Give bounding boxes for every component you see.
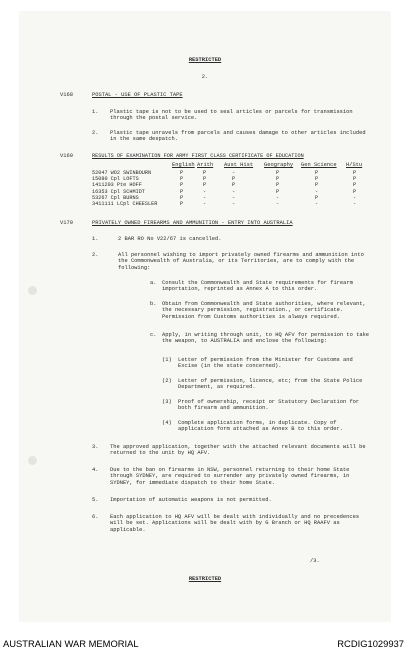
v170-p2-num: 2. — [92, 252, 99, 258]
v168-p2-num: 2. — [92, 130, 99, 136]
sub-4: Complete application forms, in duplicate. Copy of application form attached as Annex B to this order. — [178, 420, 343, 433]
v170-p1: 2 BAR RO No V22/67 is cancelled. — [118, 236, 222, 242]
item-b-label: b. — [150, 301, 157, 307]
table-cell: - — [276, 201, 280, 207]
table-cell: P — [353, 182, 357, 189]
v170-p4-num: 4. — [92, 467, 99, 473]
table-row-name: 3411111 LCpl CHEESLER — [92, 201, 158, 207]
v170-p1-num: 1. — [92, 236, 99, 242]
table-cell: P — [232, 182, 236, 189]
table-cell: - — [203, 194, 207, 201]
table-cell: P — [353, 170, 357, 176]
document-page — [20, 12, 390, 622]
col-header: English — [172, 162, 195, 168]
table-cell: - — [353, 194, 357, 201]
v168-p1: Plastic tape is not to be used to seal articles or parcels for transmission through the postal service. — [110, 109, 353, 122]
item-a: Consult the Commonwealth and State requirements for firearm importation, reprinted as Annex A to this order. — [162, 280, 353, 293]
table-row-name: 52047 WO2 SWINBOURN — [92, 170, 152, 176]
v168-ref: V168 — [60, 92, 73, 98]
table-cell: - — [232, 201, 236, 207]
table-cell: P — [203, 182, 207, 189]
table-cell: P — [203, 170, 207, 176]
punch-hole — [28, 456, 37, 465]
table-cell: P — [180, 194, 184, 201]
archive-reference: RCDIG1029937 — [337, 638, 404, 649]
table-cell: P — [180, 188, 184, 195]
table-cell: - — [315, 188, 319, 195]
v170-p4: Due to the ban on firearms in NSW, personnel returning to their home State through SYDNEY, are required to surrender any privately owned firearms, in SYDNEY, for immediate dispatch to their home State. — [110, 467, 350, 486]
continuation-mark: /3. — [310, 558, 320, 564]
table-row-name: 15080 Cpl LOFTS — [92, 176, 139, 183]
col-header: H/Stu — [346, 162, 363, 168]
table-row-name: 53267 Cpl BURNS — [92, 194, 139, 201]
item-a-label: a. — [150, 280, 157, 286]
table-cell: - — [232, 188, 236, 195]
item-b: Obtain from Commonwealth and State authorities, where relevant, the necessary permission, registration., or certificate. Permission from Customs authorities is always required. — [162, 301, 366, 320]
item-c: Apply, in writing through unit, to HQ AFV for permission to take the weapon, to AUSTRALIA and enclose the following: — [162, 332, 370, 345]
table-cell: P — [180, 182, 184, 189]
sub-2-label: (2) — [162, 378, 172, 384]
table-cell: P — [315, 176, 319, 183]
table-row-name: 16353 Cpl SCHMIDT — [92, 188, 145, 195]
table-cell: P — [232, 176, 236, 183]
table-cell: P — [276, 176, 280, 183]
v168-title: POSTAL - USE OF PLASTIC TAPE — [92, 92, 183, 98]
sub-1: Letter of permission from the Minister for Customs and Excise (in the state concerned). — [178, 357, 353, 370]
archive-name: AUSTRALIAN WAR MEMORIAL — [3, 638, 139, 649]
table-cell: - — [276, 194, 280, 201]
v170-p6-num: 6. — [92, 514, 99, 520]
page-number: 2. — [201, 74, 209, 80]
sub-2: Letter of permission, licence, etc; from the State Police Department, as required. — [178, 378, 363, 391]
archive-footer — [0, 622, 408, 654]
v169-ref: V169 — [60, 153, 73, 159]
v168-p1-num: 1. — [92, 109, 99, 115]
col-header: Geography — [264, 162, 294, 168]
table-row-name: 1411203 Pte HOFF — [92, 182, 142, 189]
classification-footer: RESTRICTED — [188, 576, 222, 582]
v170-p6: Each application to HQ AFV will be dealt with individually and no precedences will be set. Applications will be dealt with by G Branch or HQ RAAFV as applicable. — [110, 514, 360, 533]
col-header: Gen Science — [301, 162, 337, 168]
v168-p2: Plastic tape unravels from parcels and causes damage to other articles included in the same despatch. — [110, 130, 366, 143]
sub-1-label: (1) — [162, 357, 172, 363]
classification-header: RESTRICTED — [188, 57, 222, 63]
table-cell: P — [276, 170, 280, 176]
v170-p3: The approved application, together with the attached relevant documents will be returned to the unit by HQ AFV. — [110, 444, 366, 457]
v170-p2: All personnel wishing to import privately owned firearms and ammunition into the Commonwealth of Australia, or its Territories, are to comply with the following: — [118, 252, 364, 271]
v170-p5-num: 5. — [92, 497, 99, 503]
table-cell: P — [276, 182, 280, 189]
table-cell: - — [203, 201, 207, 207]
table-cell: - — [203, 188, 207, 195]
table-cell: - — [232, 194, 236, 201]
sub-4-label: (4) — [162, 420, 172, 426]
v170-p5: Importation of automatic weapons is not permitted. — [110, 497, 272, 503]
table-cell: P — [180, 201, 184, 207]
table-cell: P — [315, 182, 319, 189]
col-header: Arith — [197, 162, 214, 168]
v170-title: PRIVATELY OWNED FIREARMS AND AMMUNITION - ENTRY INTO AUSTRALIA — [92, 220, 293, 226]
table-cell: - — [232, 170, 236, 176]
col-header: Aust Hist — [224, 162, 254, 168]
table-cell: P — [315, 194, 319, 201]
v170-ref: V170 — [60, 220, 73, 226]
punch-hole — [28, 286, 37, 295]
table-cell: P — [180, 170, 184, 176]
v170-p3-num: 3. — [92, 444, 99, 450]
table-cell: - — [315, 201, 319, 207]
sub-3: Proof of ownership, receipt or Statutory Declaration for both firearm and ammunition. — [178, 399, 360, 412]
table-cell: P — [276, 188, 280, 195]
table-cell: P — [315, 170, 319, 176]
sub-3-label: (3) — [162, 399, 172, 405]
item-c-label: c. — [150, 332, 157, 338]
table-cell: - — [353, 201, 357, 207]
table-cell: P — [353, 188, 357, 195]
table-cell: P — [203, 176, 207, 183]
table-cell: P — [180, 176, 184, 183]
table-cell: P — [353, 176, 357, 183]
v169-title: RESULTS OF EXAMINATION FOR ARMY FIRST CLASS CERTIFICATE OF EDUCATION — [92, 153, 304, 159]
